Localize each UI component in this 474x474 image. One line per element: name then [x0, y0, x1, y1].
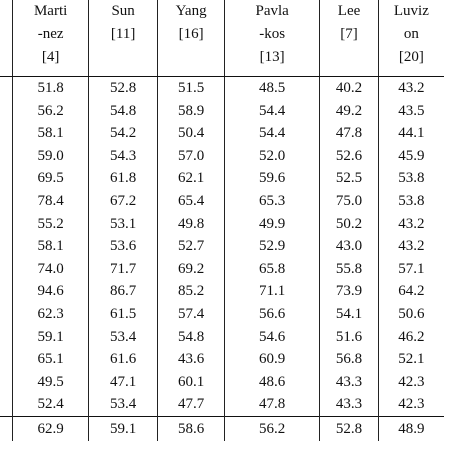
column-header: [320, 0, 379, 77]
table-cell: 50.4: [158, 122, 225, 145]
table-cell: 52.1: [378, 348, 444, 371]
table-cell: 48.5: [225, 77, 320, 100]
table-cell: [0, 371, 13, 394]
table-row: [0, 213, 444, 236]
table-cell: 60.1: [158, 371, 225, 394]
table-cell: 43.2: [378, 213, 444, 236]
table-cell: 54.3: [89, 145, 158, 168]
table-cell: 71.7: [89, 258, 158, 281]
average-cell: 48.9: [378, 416, 444, 441]
table-cell: 59.0: [13, 145, 89, 168]
table-cell: 56.2: [13, 100, 89, 123]
table-cell: [0, 303, 13, 326]
table-cell: 55.8: [320, 258, 379, 281]
table-cell: 75.0: [320, 190, 379, 213]
table-cell: 47.8: [225, 393, 320, 416]
average-cell: [0, 416, 13, 441]
column-header: [0, 0, 13, 77]
table-row: [0, 77, 444, 100]
table-cell: 49.2: [320, 100, 379, 123]
table-cell: 46.2: [378, 326, 444, 349]
column-header: [158, 0, 225, 77]
average-cell: 59.1: [89, 416, 158, 441]
table-row: [0, 145, 444, 168]
table-cell: 54.1: [320, 303, 379, 326]
table-cell: 48.6: [225, 371, 320, 394]
table-cell: 54.8: [89, 100, 158, 123]
table-cell: 52.9: [225, 235, 320, 258]
column-header: [89, 0, 158, 77]
column-header-line: [4]: [41, 49, 60, 65]
average-row: [0, 416, 444, 441]
table-cell: 86.7: [89, 280, 158, 303]
table-cell: 65.4: [158, 190, 225, 213]
table-cell: 61.8: [89, 167, 158, 190]
table-cell: 53.8: [378, 190, 444, 213]
table-cell: 58.1: [13, 235, 89, 258]
table-cell: [0, 326, 13, 349]
table-cell: 69.2: [158, 258, 225, 281]
table-cell: 53.6: [89, 235, 158, 258]
column-header-line: -kos: [259, 26, 286, 42]
table-cell: 64.2: [378, 280, 444, 303]
table-cell: 54.2: [89, 122, 158, 145]
table-cell: 43.6: [158, 348, 225, 371]
table-cell: 47.1: [89, 371, 158, 394]
table-row: [0, 122, 444, 145]
header-row: [0, 0, 444, 77]
table-cell: [0, 77, 13, 100]
table-cell: 59.6: [225, 167, 320, 190]
table-cell: 65.1: [13, 348, 89, 371]
column-header-line: Yang: [175, 3, 207, 19]
average-cell: 58.6: [158, 416, 225, 441]
table-cell: [0, 167, 13, 190]
table-cell: [0, 213, 13, 236]
average-cell: 62.9: [13, 416, 89, 441]
table-cell: 71.1: [225, 280, 320, 303]
table-cell: 85.2: [158, 280, 225, 303]
table-row: [0, 167, 444, 190]
table-cell: 51.5: [158, 77, 225, 100]
table-cell: 57.1: [378, 258, 444, 281]
table-cell: 56.6: [225, 303, 320, 326]
column-header-line: Luviz: [393, 3, 429, 19]
table-cell: 47.7: [158, 393, 225, 416]
table-cell: 55.2: [13, 213, 89, 236]
table-row: [0, 371, 444, 394]
table-cell: 51.8: [13, 77, 89, 100]
table-header: [0, 0, 444, 77]
table-cell: 54.8: [158, 326, 225, 349]
table-cell: 43.3: [320, 371, 379, 394]
table-cell: 43.3: [320, 393, 379, 416]
table-cell: 60.9: [225, 348, 320, 371]
column-header-line: [0, 0, 12, 23]
table-cell: 59.1: [13, 326, 89, 349]
table-cell: [0, 122, 13, 145]
average-cell: 52.8: [320, 416, 379, 441]
table-cell: 53.1: [89, 213, 158, 236]
table-row: [0, 326, 444, 349]
table-row: [0, 100, 444, 123]
table-row: [0, 348, 444, 371]
table-cell: 43.0: [320, 235, 379, 258]
table-cell: 51.6: [320, 326, 379, 349]
table-cell: 49.9: [225, 213, 320, 236]
table-cell: [0, 235, 13, 258]
column-header: [378, 0, 444, 77]
table-body: [0, 77, 444, 441]
table-row: [0, 303, 444, 326]
table-cell: 47.8: [320, 122, 379, 145]
table-cell: 45.9: [378, 145, 444, 168]
table-row: [0, 393, 444, 416]
table-row: [0, 235, 444, 258]
column-header-line: [20]: [398, 49, 424, 65]
table-cell: 42.3: [378, 371, 444, 394]
table-cell: 94.6: [13, 280, 89, 303]
table-cell: 62.1: [158, 167, 225, 190]
column-header: [225, 0, 320, 77]
table-cell: 74.0: [13, 258, 89, 281]
table-cell: 50.2: [320, 213, 379, 236]
table-cell: 61.5: [89, 303, 158, 326]
table-cell: 43.2: [378, 235, 444, 258]
table-row: [0, 190, 444, 213]
table-cell: 52.8: [89, 77, 158, 100]
table-cell: 49.5: [13, 371, 89, 394]
table-cell: 52.4: [13, 393, 89, 416]
table-cell: 56.8: [320, 348, 379, 371]
table-cell: [0, 190, 13, 213]
table-cell: 52.5: [320, 167, 379, 190]
table-cell: 53.8: [378, 167, 444, 190]
table-cell: 49.8: [158, 213, 225, 236]
table-cell: 43.5: [378, 100, 444, 123]
table-cell: 50.6: [378, 303, 444, 326]
table-row: [0, 258, 444, 281]
table-cell: [0, 100, 13, 123]
column-header-line: [11]: [110, 26, 136, 42]
table-cell: 54.6: [225, 326, 320, 349]
table-cell: 58.9: [158, 100, 225, 123]
table-cell: 44.1: [378, 122, 444, 145]
table-cell: [0, 393, 13, 416]
table-cell: 53.4: [89, 326, 158, 349]
table-cell: 57.4: [158, 303, 225, 326]
table-cell: [0, 348, 13, 371]
table-cell: [0, 280, 13, 303]
average-cell: 56.2: [225, 416, 320, 441]
table-cell: 78.4: [13, 190, 89, 213]
table-cell: [0, 145, 13, 168]
column-header-line: Sun: [111, 3, 135, 19]
table-cell: 52.0: [225, 145, 320, 168]
table-cell: 58.1: [13, 122, 89, 145]
table-cell: 42.3: [378, 393, 444, 416]
table-cell: 52.7: [158, 235, 225, 258]
table-cell: 54.4: [225, 100, 320, 123]
column-header-line: Pavla: [255, 3, 289, 19]
column-header-line: [0, 23, 12, 46]
table-cell: 43.2: [378, 77, 444, 100]
table-row: [0, 280, 444, 303]
column-header-line: Lee: [337, 3, 361, 19]
table-cell: 53.4: [89, 393, 158, 416]
table-cell: 65.3: [225, 190, 320, 213]
column-header-line: [13]: [259, 49, 285, 65]
column-header-line: [16]: [178, 26, 204, 42]
table-cell: 57.0: [158, 145, 225, 168]
table-cell: 69.5: [13, 167, 89, 190]
table-cell: 67.2: [89, 190, 158, 213]
table-cell: 61.6: [89, 348, 158, 371]
table-cell: 62.3: [13, 303, 89, 326]
column-header-line: [7]: [340, 26, 358, 42]
column-header-line: -nez: [37, 26, 64, 42]
column-header: [13, 0, 89, 77]
table-cell: 65.8: [225, 258, 320, 281]
column-header-line: Marti: [33, 3, 68, 19]
table-cell: 73.9: [320, 280, 379, 303]
table-cell: [0, 258, 13, 281]
column-header-line: on: [403, 26, 419, 42]
table-cell: 54.4: [225, 122, 320, 145]
table-cell: 40.2: [320, 77, 379, 100]
table-cell: 52.6: [320, 145, 379, 168]
